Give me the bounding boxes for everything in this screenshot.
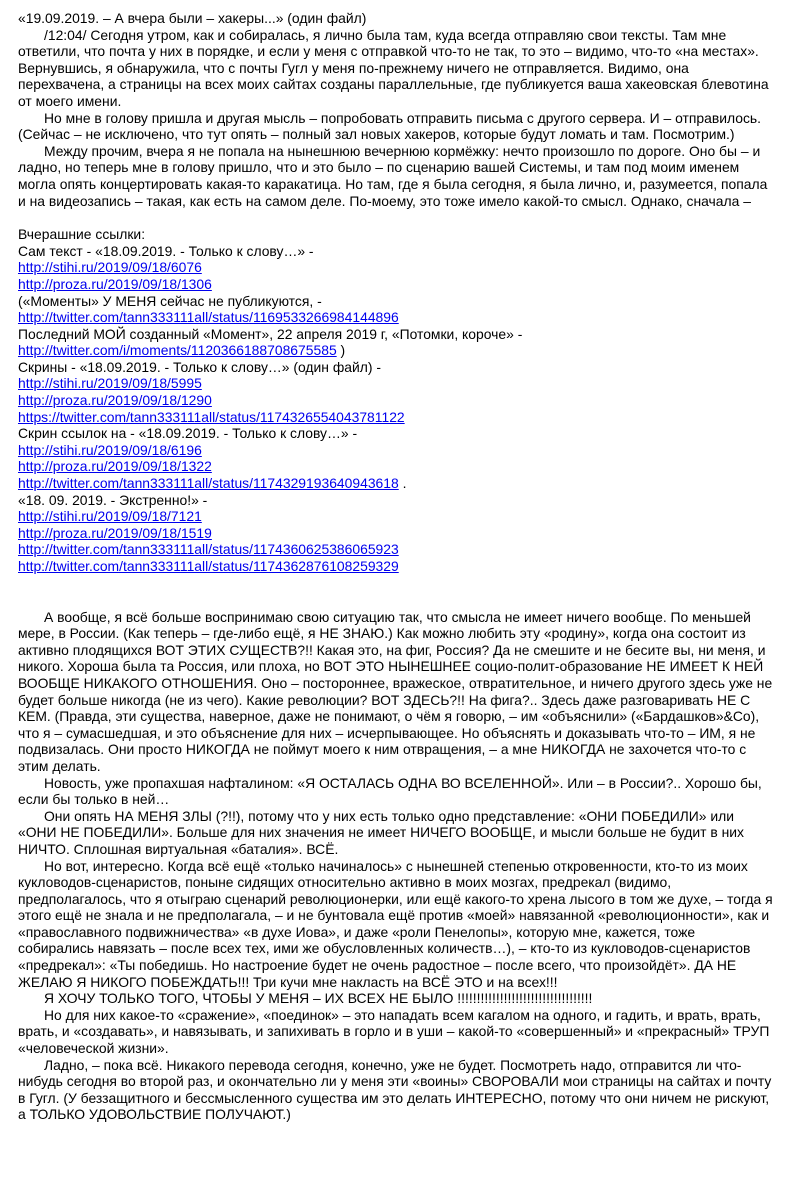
link-line <box>18 508 773 525</box>
link-line <box>18 359 773 376</box>
link-caption: Скрин ссылок на - «18.09.2019. - Только к слову…» - <box>18 425 358 442</box>
link-line <box>18 442 773 459</box>
link-line <box>18 458 773 475</box>
hyperlink[interactable]: http://twitter.com/i/moments/1120366188708675585 <box>18 342 337 359</box>
intro-section <box>18 10 773 209</box>
link-line <box>18 309 773 326</box>
link-line <box>18 293 773 310</box>
paragraph: Но мне в голову пришла и другая мысль – попробовать отправить письма с другого сервера. И – отправилось. (Сейчас – не исключено, что тут опять – полный зал новых хакеров, которые будут ломать и там. Посмотрим.) <box>18 109 761 143</box>
link-line <box>18 525 773 542</box>
link-suffix: . <box>398 475 407 492</box>
hyperlink[interactable]: http://proza.ru/2019/09/18/1519 <box>18 524 212 541</box>
blank-line <box>18 209 773 226</box>
hyperlink[interactable]: https://twitter.com/tann333111all/status/1174326554043781122 <box>18 408 405 425</box>
link-caption: Сам текст - «18.09.2019. - Только к слову…» - <box>18 242 314 259</box>
links-heading: Вчерашние ссылки: <box>18 226 146 243</box>
link-caption: Скрины - «18.09.2019. - Только к слову…» (один файл) - <box>18 358 381 375</box>
hyperlink[interactable]: http://twitter.com/tann333111all/status/1174362876108259329 <box>18 558 399 574</box>
link-line <box>18 243 773 260</box>
link-caption: («Моменты» У МЕНЯ сейчас не публикуются, - <box>18 292 322 309</box>
hyperlink[interactable]: http://stihi.ru/2019/09/18/6196 <box>18 441 202 458</box>
paragraph: Они опять НА МЕНЯ ЗЛЫ (?!!), потому что у них есть только одно представление: «ОНИ ПОБЕДИЛИ» или «ОНИ НЕ ПОБЕДИЛИ». Больше для них значения не имеет НИЧЕГО ВООБЩЕ, и мысли больше не будит в них НИЧТО. Сплошная виртуальная «баталия». ВСЁ. <box>18 807 744 857</box>
paragraph: Новость, уже пропахшая нафталином: «Я ОСТАЛАСЬ ОДНА ВО ВСЕЛЕННОЙ». Или – в России?.. Хорошо бы, если бы только в ней… <box>18 774 762 808</box>
hyperlink[interactable]: http://twitter.com/tann333111all/status/1169533266984144896 <box>18 309 399 326</box>
link-caption: Последний МОЙ созданный «Момент», 22 апреля 2019 г, «Потомки, короче» - <box>18 325 523 342</box>
link-line <box>18 392 773 409</box>
hyperlink[interactable]: http://stihi.ru/2019/09/18/6076 <box>18 259 202 276</box>
link-line <box>18 276 773 293</box>
blank-lines <box>18 575 773 609</box>
hyperlink[interactable]: http://proza.ru/2019/09/18/1322 <box>18 458 212 475</box>
paragraph: Я ХОЧУ ТОЛЬКО ТОГО, ЧТОБЫ У МЕНЯ – ИХ ВСЕХ НЕ БЫЛО !!!!!!!!!!!!!!!!!!!!!!!!!!!!!!!!!!! <box>44 990 593 1007</box>
paragraph: А вообще, я всё больше воспринимаю свою ситуацию так, что смысла не имеет ничего вообще. По меньшей мере, в России. (Как теперь – где-либо ещё, я НЕ ЗНАЮ.) Как можно любить эту «родину», когда она состоит из активно плодящихся ВОТ ЭТИХ СУЩЕСТВ?!! Какая это, на фиг, Россия? Да не смешите и не бесите вы, ни меня, и никого. Хороша была та Россия, или плоха, но ВОТ ЭТО НЫНЕШНЕЕ социо-полит-образование НЕ ИМЕЕТ К НЕЙ ВООБЩЕ НИКАКОГО ОТНОШЕНИЯ. Оно – постороннее, вражеское, отвратительное, и ничего другого здесь уже не будет больше никогда (не из чего). Какие революции? ВОТ ЗДЕСЬ?!! На фига?.. Здесь даже разговаривать НЕ С КЕМ. (Правда, эти существа, наверное, даже не понимают, о чём я говорю, – им «объяснили» («Бардашков»&Co), что я – сумасшедшая, и это объяснение для них – исчерпывающее. Но объяснять и доказывать что-то – ИМ, я не подвизалась. Они просто НИКОГДА не поймут моего к ним отвращения, – а мне НИКОГДА не захочется что-то с этим делать. <box>18 608 773 774</box>
hyperlink[interactable]: http://twitter.com/tann333111all/status/1174360625386065923 <box>18 541 399 558</box>
links-section <box>18 226 773 574</box>
link-line <box>18 425 773 442</box>
link-line <box>18 259 773 276</box>
file-title: «19.09.2019. – А вчера были – хакеры...» (один файл) <box>18 10 367 26</box>
link-line <box>18 558 773 575</box>
hyperlink[interactable]: http://proza.ru/2019/09/18/1306 <box>18 275 212 292</box>
link-line <box>18 375 773 392</box>
link-line <box>18 541 773 558</box>
link-line <box>18 492 773 509</box>
paragraph: Но вот, интересно. Когда всё ещё «только начиналось» с нынешней степенью откровенности, кто-то из моих кукловодов-сценаристов, поныне сидящих относительно активно в моих мозгах, предрекал (видимо, предполагалось, что я отыграю сценарий революционерки, или ещё какого-то хрена лысого в том же духе, – тогда я этого ещё не знала и не предполагала, – и не бунтовала ещё против «моей» навязанной «революционности», как и «православного подвижничества» «в духе Иова», и даже «роли Пенелопы», которую мне, кажется, тоже собирались навязать – после всех тех, ими же обусловленных количеств…), – кто-то из кукловодов-сценаристов «предрекал»: «Ты победишь. Но настроение будет не очень радостное – после всего, что произойдёт». ДА НЕ ЖЕЛАЮ Я НИКОГО ПОБЕЖДАТЬ!!! Три кучи мне накласть на ВСЁ ЭТО и на всех!!! <box>18 857 773 990</box>
hyperlink[interactable]: http://twitter.com/tann333111all/status/1174329193640943618 <box>18 475 399 492</box>
paragraph: /12:04/ Сегодня утром, как и собиралась, я лично была там, куда всегда отправляю свои тексты. Там мне ответили, что почта у них в порядке, и если у меня с отправкой что-то не так, то это – видимо, что-то «на местах». Вернувшись, я обнаружила, что с почты Гугл у меня по-прежнему ничего не отправляется. Видимо, она перехвачена, а страницы на всех моих сайтах созданы параллельные, где публикуется ваша хакеовская блевотина от моего имени. <box>18 26 769 109</box>
hyperlink[interactable]: http://proza.ru/2019/09/18/1290 <box>18 392 212 409</box>
link-line <box>18 342 773 359</box>
paragraph: Между прочим, вчера я не попала на нынешнюю вечернюю кормёжку: нечто произошло по дороге. Оно бы – и ладно, но теперь мне в голову пришло, что и это было – по сценарию вашей Системы, и там под моим именем могла опять концертировать какая-то каракатица. Но там, где я была сегодня, я была лично, и, разумеется, попала и на видеозапись – такая, как есть на самом деле. По-моему, это тоже имело какой-то смысл. Однако, сначала – <box>18 142 768 209</box>
paragraph: Ладно, – пока всё. Никакого перевода сегодня, конечно, уже не будет. Посмотреть надо, отправится ли что-нибудь сегодня во второй раз, и окончательно ли у меня эти «воины» СВОРОВАЛИ мои страницы на сайтах и почту в Гугл. (У беззащитного и бессмысленного существа им это делать ИНТЕРЕСНО, потому что они ничем не рискуют, а ТОЛЬКО УДОВОЛЬСТВИЕ ПОЛУЧАЮТ.) <box>18 1056 772 1123</box>
link-suffix: ) <box>336 342 346 359</box>
link-line <box>18 409 773 426</box>
hyperlink[interactable]: http://stihi.ru/2019/09/18/5995 <box>18 375 202 392</box>
paragraph: Но для них какое-то «сражение», «поединок» – это нападать всем кагалом на одного, и гадить, и врать, врать, врать, и «создавать», и навязывать, и запихивать в горло и в уши – какой-то «совершенный» и «прекрасный» ТРУП «человеческой жизни». <box>18 1006 770 1057</box>
link-line <box>18 475 773 492</box>
link-line <box>18 326 773 343</box>
main-section <box>18 609 773 1123</box>
link-caption: «18. 09. 2019. - Экстренно!» - <box>18 491 208 508</box>
hyperlink[interactable]: http://stihi.ru/2019/09/18/7121 <box>18 508 202 525</box>
